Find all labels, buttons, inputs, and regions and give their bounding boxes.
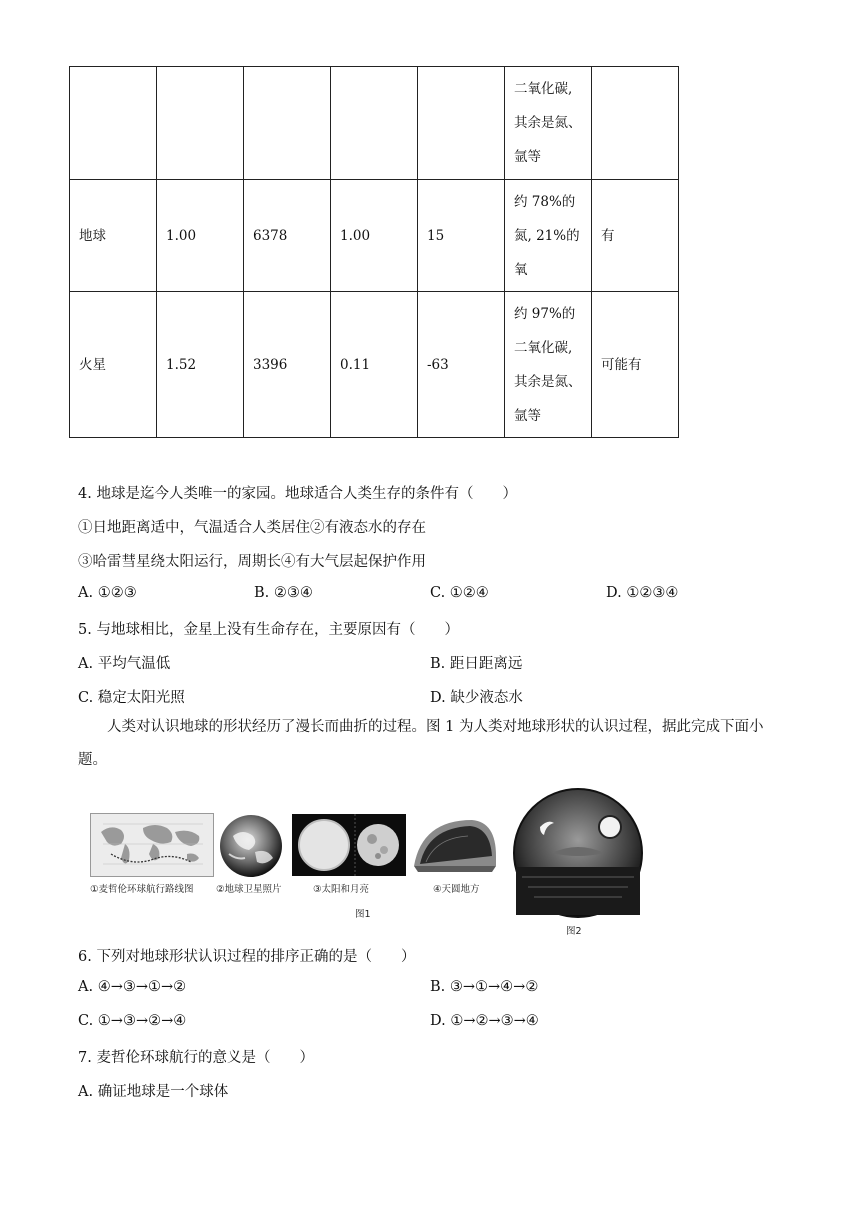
q7-option-a[interactable]: A. 确证地球是一个球体 xyxy=(78,1084,229,1100)
table-row xyxy=(70,292,679,438)
cell-line: 氩等 xyxy=(514,149,541,165)
q6-option-c[interactable]: C. ①→③→②→④ xyxy=(78,1013,187,1029)
table-cell: 1.00 xyxy=(157,180,244,292)
table-cell xyxy=(331,67,418,180)
atmosphere-cell xyxy=(505,67,592,180)
q4-statement-line: ①日地距离适中，气温适合人类居住②有液态水的存在 xyxy=(78,520,426,536)
q4-option-b[interactable]: B. ②③④ xyxy=(254,585,313,601)
q4-option-c[interactable]: C. ①②④ xyxy=(430,585,489,601)
cell-line: 氩等 xyxy=(514,407,541,424)
dome-icon xyxy=(412,816,498,874)
table-cell: 有 xyxy=(592,180,679,292)
q5-option-d[interactable]: D. 缺少液态水 xyxy=(430,690,523,706)
intro-paragraph: 人类对认识地球的形状经历了漫长而曲折的过程。图 1 为人类对地球形状的认识过程，据此完成下面小题。 xyxy=(78,719,764,768)
table-cell: 1.00 xyxy=(331,180,418,292)
table-cell: 15 xyxy=(418,180,505,292)
figure-caption: ②地球卫星照片 xyxy=(216,884,282,895)
cell-line: 二氧化碳, xyxy=(514,81,573,97)
world-map-icon xyxy=(91,814,213,876)
q6-option-d[interactable]: D. ①→②→③→④ xyxy=(430,1013,539,1029)
figure-2-image xyxy=(512,787,644,919)
figure-1-label: 图1 xyxy=(355,909,371,920)
cell-line: 约 78%的 xyxy=(514,193,576,210)
table-cell xyxy=(592,67,679,180)
table-cell xyxy=(70,67,157,180)
cell-line: 氮, 21%的 xyxy=(514,227,580,244)
cell-line: 二氧化碳, xyxy=(514,339,573,356)
figure-2-label: 图2 xyxy=(566,926,582,937)
table-cell: 0.11 xyxy=(331,292,418,438)
table-cell: 可能有 xyxy=(592,292,679,438)
table-cell: 火星 xyxy=(70,292,157,438)
cell-line: 其余是氮、 xyxy=(514,115,582,131)
table-row xyxy=(70,180,679,292)
table-cell xyxy=(418,67,505,180)
earth-satellite-photo xyxy=(219,814,283,878)
q4-option-d[interactable]: D. ①②③④ xyxy=(606,585,679,601)
cell-line: 其余是氮、 xyxy=(514,373,582,390)
q5-option-c[interactable]: C. 稳定太阳光照 xyxy=(78,690,185,706)
planet-data-table xyxy=(69,66,679,438)
q6-option-a[interactable]: A. ④→③→①→② xyxy=(78,979,187,995)
magellan-route-map xyxy=(90,813,214,877)
q6-option-b[interactable]: B. ③→①→④→② xyxy=(430,979,539,995)
figure-caption: ④天圆地方 xyxy=(433,884,480,895)
q6-stem: 6. 下列对地球形状认识过程的排序正确的是（ ） xyxy=(78,949,416,965)
earth-icon xyxy=(219,814,283,878)
sun-moon-icon xyxy=(292,814,406,876)
table-row xyxy=(70,67,679,180)
table-cell xyxy=(244,67,331,180)
cell-line: 氧 xyxy=(514,261,528,278)
q5-stem: 5. 与地球相比，金星上没有生命存在，主要原因有（ ） xyxy=(78,622,459,638)
atmosphere-cell xyxy=(505,180,592,292)
table-cell: 地球 xyxy=(70,180,157,292)
table-cell: 1.52 xyxy=(157,292,244,438)
sun-and-moon-photo xyxy=(292,814,406,876)
q5-option-b[interactable]: B. 距日距离远 xyxy=(430,656,523,672)
table-cell xyxy=(157,67,244,180)
q5-option-a[interactable]: A. 平均气温低 xyxy=(78,656,171,672)
q4-stem: 4. 地球是迄今人类唯一的家园。地球适合人类生存的条件有（ ） xyxy=(78,486,517,502)
table-cell: 3396 xyxy=(244,292,331,438)
q4-statement-line: ③哈雷彗星绕太阳运行，周期长④有大气层起保护作用 xyxy=(78,554,426,570)
figure-caption: ①麦哲伦环球航行路线图 xyxy=(90,884,194,895)
round-sky-square-earth-image xyxy=(412,816,498,874)
q4-option-a[interactable]: A. ①②③ xyxy=(78,585,137,601)
figure-caption: ③太阳和月亮 xyxy=(313,884,370,895)
table-cell: 6378 xyxy=(244,180,331,292)
cell-line: 约 97%的 xyxy=(514,305,576,322)
q7-stem: 7. 麦哲伦环球航行的意义是（ ） xyxy=(78,1050,314,1066)
table-cell: -63 xyxy=(418,292,505,438)
night-scene-icon xyxy=(512,787,644,919)
atmosphere-cell xyxy=(505,292,592,438)
